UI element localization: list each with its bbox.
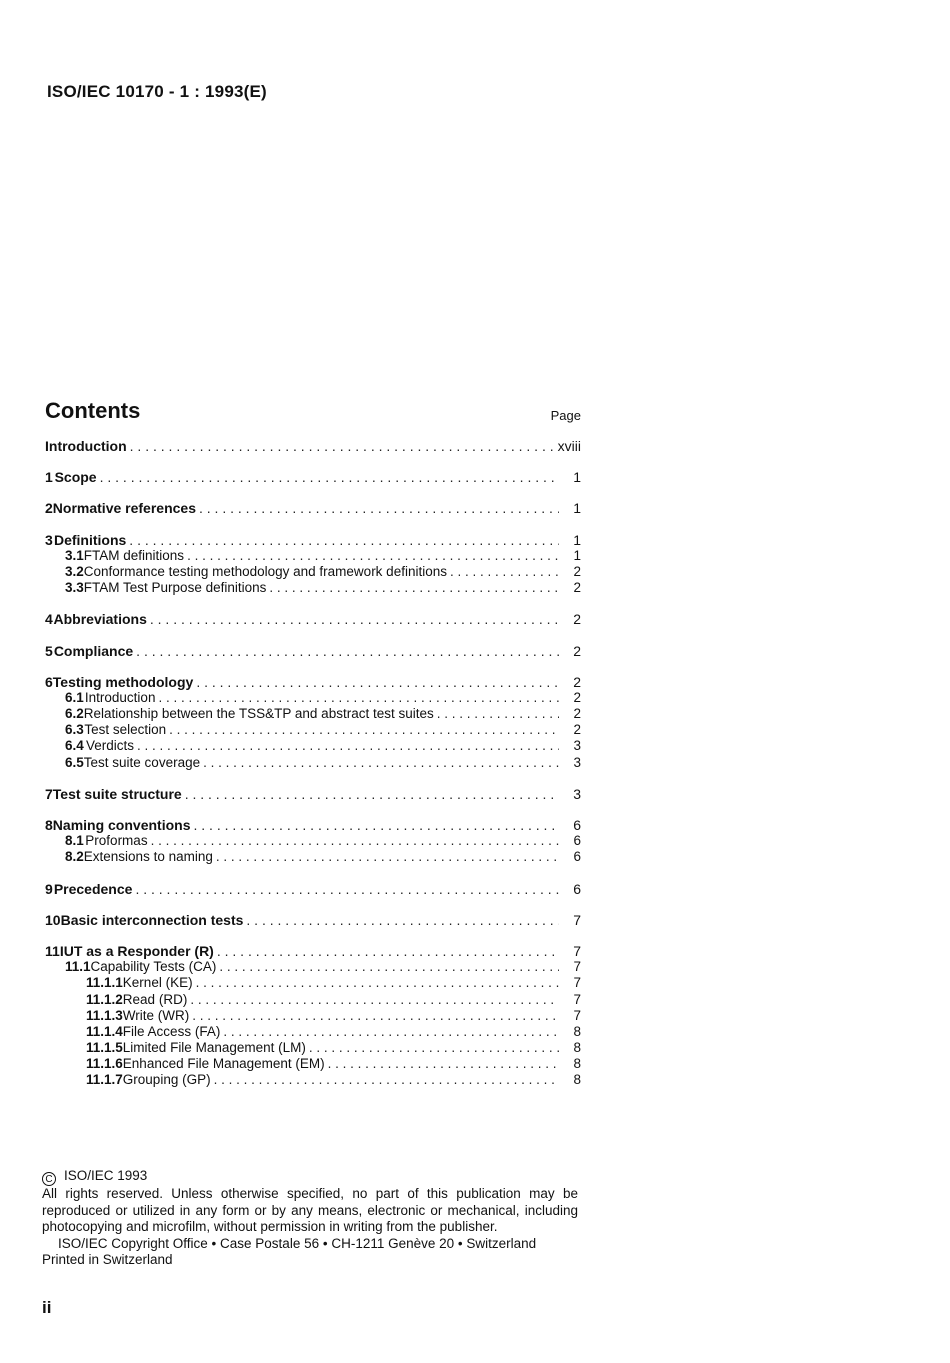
dot-leader <box>126 532 559 548</box>
toc-entry-page: 1 <box>573 531 581 548</box>
dot-leader <box>127 438 558 454</box>
copyright-icon: C <box>42 1172 56 1186</box>
toc-entry[interactable] <box>45 849 581 865</box>
toc-entry-number: 11.1.4 <box>86 1023 123 1039</box>
toc-entry-title: Conformance testing methodology and framework definitions <box>83 563 447 579</box>
toc-entry[interactable] <box>45 912 581 928</box>
toc-entry-title: Scope <box>54 469 97 486</box>
dot-leader <box>166 722 559 738</box>
toc-entry-number: 11.1.7 <box>86 1072 123 1088</box>
toc-entry-page: 1 <box>573 547 581 563</box>
toc-entry-number: 6.5 <box>65 754 84 770</box>
dot-leader <box>196 500 559 516</box>
toc-entry[interactable] <box>45 548 581 564</box>
toc-entry-page: 2 <box>573 722 581 738</box>
toc-entry-page: xviii <box>557 438 581 454</box>
toc-entry-page: 3 <box>573 754 581 770</box>
dot-leader <box>243 912 559 928</box>
toc-entry-number: 7 <box>45 785 53 802</box>
toc-entry-number: 3.3 <box>65 580 84 596</box>
toc-group <box>45 674 581 771</box>
toc-entry-page: 6 <box>573 880 581 897</box>
toc-group <box>45 912 581 928</box>
toc-entry-title: Enhanced File Management (EM) <box>122 1056 325 1072</box>
rights-statement: All rights reserved. Unless otherwise specified, no part of this publication may be reproduced or utilized in any form or by any means, electronic or mechanical, including photocopying and microfilm, without permission in writing from the publisher. <box>42 1186 578 1234</box>
toc-entry-title: Limited File Management (LM) <box>122 1040 306 1056</box>
page-column-label: Page <box>550 408 581 423</box>
toc-entry[interactable] <box>45 643 581 659</box>
toc-entry[interactable] <box>45 690 581 706</box>
toc-entry-title: Grouping (GP) <box>122 1072 211 1088</box>
toc-entry-number: 3 <box>45 531 53 548</box>
dot-leader <box>306 1040 559 1056</box>
dot-leader <box>134 738 559 754</box>
toc-entry[interactable] <box>45 738 581 754</box>
toc-entry-title: Introduction <box>84 689 156 705</box>
dot-leader <box>200 755 559 771</box>
dot-leader <box>189 1008 559 1024</box>
toc-entry[interactable] <box>45 500 581 516</box>
table-of-contents <box>45 438 581 1104</box>
toc-entry-page: 3 <box>573 785 581 802</box>
toc-entry-page: 7 <box>573 959 581 975</box>
toc-group <box>45 817 581 866</box>
toc-entry-number: 8.2 <box>65 849 84 865</box>
dot-leader <box>193 674 559 690</box>
toc-entry-number: 3.1 <box>65 547 84 563</box>
toc-entry-number: 11.1 <box>65 959 91 975</box>
toc-group <box>45 881 581 897</box>
toc-entry-title: File Access (FA) <box>122 1023 221 1039</box>
toc-entry[interactable] <box>45 1040 581 1056</box>
toc-entry[interactable] <box>45 611 581 627</box>
toc-entry-page: 2 <box>573 563 581 579</box>
toc-entry-title: Testing methodology <box>52 673 194 690</box>
toc-entry-title: Kernel (KE) <box>122 975 193 991</box>
toc-group <box>45 438 581 454</box>
toc-entry-title: Relationship between the TSS&TP and abstract test suites <box>83 706 434 722</box>
toc-entry-page: 7 <box>573 911 581 928</box>
dot-leader <box>266 580 559 596</box>
toc-entry-number: 11.1.3 <box>86 1007 123 1023</box>
toc-entry-title: Normative references <box>52 500 196 517</box>
copyright-office-address: ISO/IEC Copyright Office • Case Postale 56 • CH-1211 Genève 20 • Switzerland <box>58 1235 537 1251</box>
dot-leader <box>133 643 559 659</box>
toc-entry-number: 11 <box>45 942 60 959</box>
toc-entry[interactable] <box>45 1024 581 1040</box>
toc-entry[interactable] <box>45 1072 581 1088</box>
dot-leader <box>147 611 559 627</box>
toc-entry-title: FTAM Test Purpose definitions <box>83 580 267 596</box>
toc-entry[interactable] <box>45 674 581 690</box>
toc-group <box>45 643 581 659</box>
toc-entry-title: Extensions to naming <box>83 849 213 865</box>
toc-entry-page: 7 <box>573 1007 581 1023</box>
toc-entry-page: 2 <box>573 642 581 659</box>
dot-leader <box>216 959 559 975</box>
toc-entry[interactable] <box>45 706 581 722</box>
toc-entry-title: Compliance <box>53 642 134 659</box>
dot-leader <box>447 564 559 580</box>
toc-entry-number: 4 <box>45 611 53 628</box>
toc-entry-page: 8 <box>573 1040 581 1056</box>
toc-entry-page: 2 <box>573 611 581 628</box>
toc-entry[interactable] <box>45 722 581 738</box>
page-number: ii <box>42 1298 52 1317</box>
toc-entry-number: 11.1.5 <box>86 1040 123 1056</box>
toc-entry-title: Test selection <box>84 722 167 738</box>
toc-group <box>45 469 581 485</box>
toc-entry-page: 6 <box>573 817 581 833</box>
toc-entry-number: 8 <box>45 817 53 833</box>
dot-leader <box>187 992 559 1008</box>
toc-entry-number: 6.2 <box>65 706 84 722</box>
toc-entry[interactable] <box>45 817 581 833</box>
toc-entry-number: 9 <box>45 880 53 897</box>
toc-entry-title: Naming conventions <box>52 817 191 833</box>
toc-entry-page: 7 <box>573 975 581 991</box>
toc-entry[interactable] <box>45 786 581 802</box>
toc-entry-number: 6.1 <box>65 689 84 705</box>
toc-entry-title: Definitions <box>53 531 127 548</box>
toc-entry[interactable] <box>45 833 581 849</box>
dot-leader <box>132 881 559 897</box>
toc-entry[interactable] <box>45 438 581 454</box>
toc-entry-title: Basic interconnection tests <box>60 911 244 928</box>
dot-leader <box>213 849 559 865</box>
document-identifier: ISO/IEC 10170 - 1 : 1993(E) <box>47 82 267 101</box>
toc-entry-number: 11.1.6 <box>86 1056 123 1072</box>
toc-entry[interactable] <box>45 580 581 596</box>
dot-leader <box>325 1056 559 1072</box>
toc-entry-page: 8 <box>573 1056 581 1072</box>
toc-entry-page: 7 <box>573 991 581 1007</box>
toc-entry-number: 10 <box>45 911 61 928</box>
toc-entry[interactable] <box>45 1056 581 1072</box>
toc-entry-title: FTAM definitions <box>83 547 185 563</box>
dot-leader <box>211 1072 559 1088</box>
dot-leader <box>97 469 559 485</box>
toc-entry-number: 8.1 <box>65 833 84 849</box>
toc-entry-page: 2 <box>573 673 581 690</box>
toc-entry-page: 8 <box>573 1072 581 1088</box>
dot-leader <box>220 1024 559 1040</box>
dot-leader <box>193 975 559 991</box>
toc-entry[interactable] <box>45 992 581 1008</box>
toc-entry-title: Write (WR) <box>122 1007 190 1023</box>
toc-entry-title: IUT as a Responder (R) <box>59 942 214 959</box>
toc-entry-page: 3 <box>573 738 581 754</box>
toc-entry[interactable] <box>45 975 581 991</box>
toc-group <box>45 786 581 802</box>
toc-entry-title: Proformas <box>85 833 148 849</box>
toc-entry-page: 2 <box>573 706 581 722</box>
toc-entry-title: Verdicts <box>85 738 134 754</box>
toc-entry-number: 11.1.1 <box>86 975 123 991</box>
toc-entry-title: Test suite coverage <box>83 754 201 770</box>
toc-entry-page: 6 <box>573 833 581 849</box>
toc-entry-title: Introduction <box>45 438 127 454</box>
toc-entry-page: 8 <box>573 1023 581 1039</box>
toc-entry[interactable] <box>45 755 581 771</box>
toc-group <box>45 611 581 627</box>
toc-entry[interactable] <box>45 1008 581 1024</box>
toc-entry-page: 1 <box>573 469 581 486</box>
contents-title: Contents <box>45 398 141 423</box>
toc-entry-title: Read (RD) <box>122 991 188 1007</box>
toc-entry-title: Test suite structure <box>52 785 182 802</box>
toc-entry[interactable] <box>45 959 581 975</box>
copyright-notice <box>42 1168 578 1269</box>
toc-entry-title: Abbreviations <box>53 611 147 628</box>
toc-entry[interactable] <box>45 881 581 897</box>
dot-leader <box>190 817 559 833</box>
toc-entry-number: 11.1.2 <box>86 991 123 1007</box>
toc-entry[interactable] <box>45 469 581 485</box>
toc-entry-number: 6.3 <box>65 722 84 738</box>
contents-header <box>45 398 581 428</box>
dot-leader <box>148 833 559 849</box>
toc-entry-title: Capability Tests (CA) <box>90 959 217 975</box>
toc-group <box>45 500 581 516</box>
toc-entry[interactable] <box>45 564 581 580</box>
toc-entry-number: 3.2 <box>65 563 84 579</box>
toc-entry-page: 6 <box>573 849 581 865</box>
toc-group <box>45 532 581 597</box>
dot-leader <box>155 690 559 706</box>
copyright-line: ISO/IEC 1993 <box>64 1168 148 1183</box>
toc-entry[interactable] <box>45 943 581 959</box>
toc-group <box>45 943 581 1089</box>
toc-entry-page: 1 <box>573 500 581 517</box>
toc-entry-page: 7 <box>573 942 581 959</box>
toc-entry-number: 6.4 <box>65 738 84 754</box>
printed-in: Printed in Switzerland <box>42 1252 173 1267</box>
dot-leader <box>182 786 559 802</box>
toc-entry-number: 1 <box>45 469 53 486</box>
toc-entry-page: 2 <box>573 689 581 705</box>
toc-entry-number: 6 <box>45 673 53 690</box>
toc-entry[interactable] <box>45 532 581 548</box>
toc-entry-number: 2 <box>45 500 53 517</box>
toc-entry-page: 2 <box>573 580 581 596</box>
dot-leader <box>214 943 559 959</box>
toc-entry-title: Precedence <box>53 880 133 897</box>
toc-entry-number: 5 <box>45 642 53 659</box>
dot-leader <box>434 706 559 722</box>
dot-leader <box>184 548 559 564</box>
